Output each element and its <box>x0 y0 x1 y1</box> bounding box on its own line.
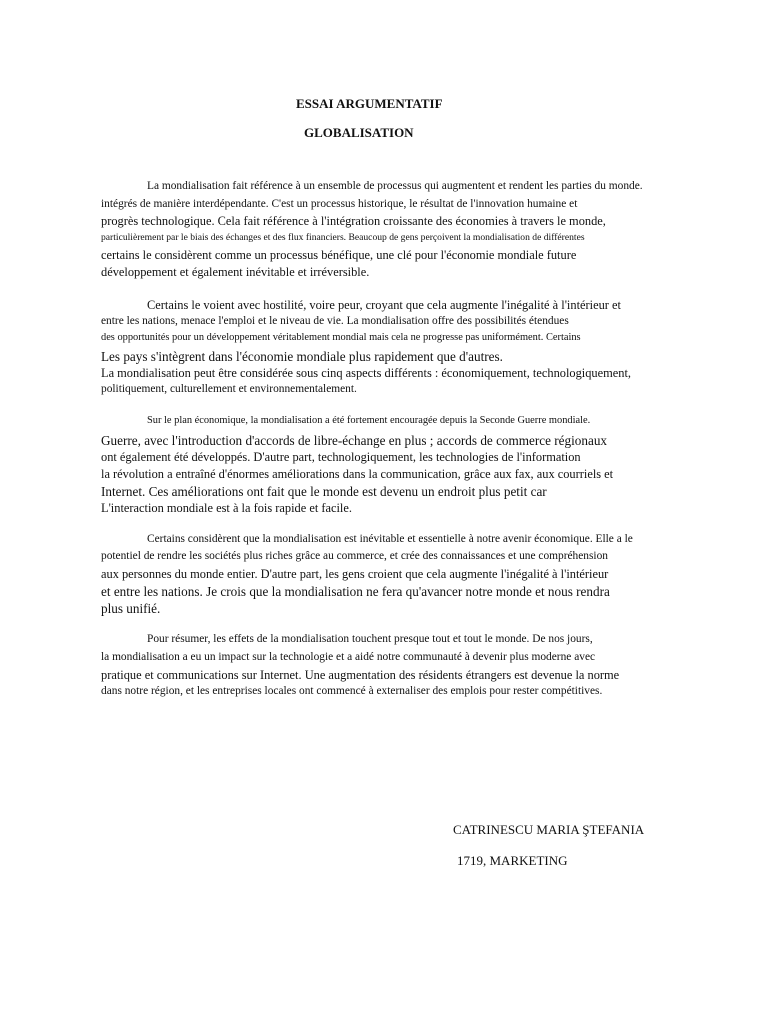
paragraph-line: des opportunités pour un développement véritablement mondial mais cela ne progresse pas uniformément. Certains <box>101 332 581 343</box>
paragraph-line: Guerre, avec l'introduction d'accords de libre-échange en plus ; accords de commerce régionaux <box>101 433 608 448</box>
author-name: CATRINESCU MARIA ŞTEFANIA <box>453 822 645 837</box>
paragraph-line: entre les nations, menace l'emploi et le niveau de vie. La mondialisation offre des possibilités étendues <box>101 315 569 327</box>
paragraph-line: Les pays s'intègrent dans l'économie mondiale plus rapidement que d'autres. <box>101 349 503 364</box>
paragraph-line: La mondialisation fait référence à un ensemble de processus qui augmentent et rendent les parties du monde. <box>147 180 643 192</box>
paragraph-line: Certains le voient avec hostilité, voire peur, croyant que cela augmente l'inégalité à l'intérieur et <box>147 298 621 312</box>
paragraph-line: plus unifié. <box>101 601 161 616</box>
paragraph-line: certains le considèrent comme un processus bénéfique, une clé pour l'économie mondiale future <box>101 248 577 262</box>
paragraph-line: Internet. Ces améliorations ont fait que le monde est devenu un endroit plus petit car <box>101 484 547 499</box>
paragraph-line: particulièrement par le biais des échanges et des flux financiers. Beaucoup de gens perçoivent la mondialisation de différentes <box>101 232 585 243</box>
essay-title: ESSAI ARGUMENTATIF <box>296 96 443 111</box>
essay-subtitle: GLOBALISATION <box>304 125 414 140</box>
paragraph-line: Pour résumer, les effets de la mondialisation touchent presque tout et tout le monde. De nos jours, <box>147 633 593 645</box>
paragraph-line: la révolution a entraîné d'énormes améliorations dans la communication, grâce aux fax, aux courriels et <box>101 467 614 481</box>
paragraph-line: Certains considèrent que la mondialisation est inévitable et essentielle à notre avenir économique. Elle a le <box>147 533 633 545</box>
paragraph-line: potentiel de rendre les sociétés plus riches grâce au commerce, et crée des connaissances et une compréhension <box>101 550 608 562</box>
paragraph-line: progrès technologique. Cela fait référence à l'intégration croissante des économies à travers le monde, <box>101 214 606 228</box>
author-group: 1719, MARKETING <box>457 853 568 868</box>
paragraph-line: L'interaction mondiale est à la fois rapide et facile. <box>101 501 352 515</box>
paragraph-line: aux personnes du monde entier. D'autre part, les gens croient que cela augmente l'inégalité à l'intérieur <box>101 567 609 581</box>
paragraph-line: Sur le plan économique, la mondialisation a été fortement encouragée depuis la Seconde Guerre mondiale. <box>147 415 591 426</box>
paragraph-line: la mondialisation a eu un impact sur la technologie et a aidé notre communauté à devenir plus moderne avec <box>101 651 596 663</box>
paragraph-line: intégrés de manière interdépendante. C'est un processus historique, le résultat de l'innovation humaine et <box>101 198 578 210</box>
paragraph-line: développement et également inévitable et irréversible. <box>101 265 370 279</box>
paragraph-line: dans notre région, et les entreprises locales ont commencé à externaliser des emplois pour rester compétitives. <box>101 685 603 697</box>
paragraph-line: et entre les nations. Je crois que la mondialisation ne fera qu'avancer notre monde et nous rendra <box>101 584 610 599</box>
paragraph-line: pratique et communications sur Internet. Une augmentation des résidents étrangers est devenue la norme <box>101 668 620 682</box>
paragraph-line: La mondialisation peut être considérée sous cinq aspects différents : économiquement, technologiquement, <box>101 366 632 380</box>
paragraph-line: politiquement, culturellement et environnementalement. <box>101 383 357 395</box>
paragraph-line: ont également été développés. D'autre part, technologiquement, les technologies de l'information <box>101 450 581 464</box>
